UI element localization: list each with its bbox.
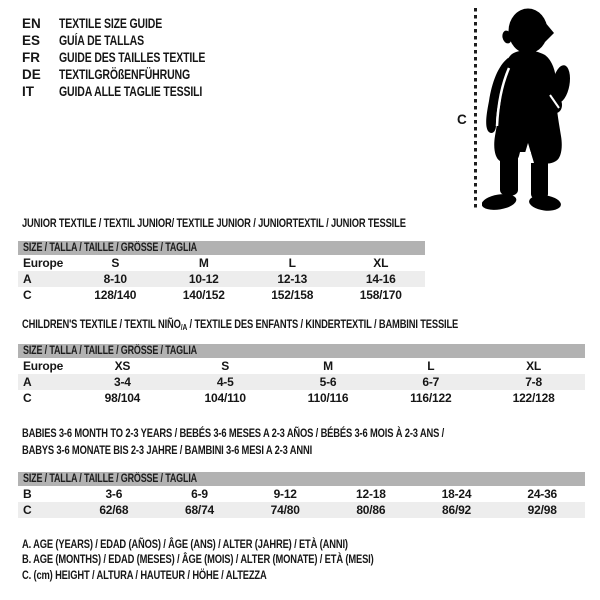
age-cell: 14-16 bbox=[365, 272, 396, 286]
months-cell: 24-36 bbox=[527, 487, 558, 501]
row-label: Europe bbox=[23, 359, 64, 373]
title-post: / TEXTILE DES ENFANTS / KINDERTEXTIL / BAMBINI TESSILE bbox=[187, 317, 459, 331]
lang-row-de bbox=[22, 66, 247, 83]
age-cell: 7-8 bbox=[525, 375, 542, 389]
lang-title: GUÍA DE TALLAS bbox=[59, 33, 144, 48]
height-cell: 104/110 bbox=[204, 391, 246, 405]
children-table-title-text bbox=[22, 317, 458, 331]
legend-line-c bbox=[22, 568, 336, 582]
height-cell: 140/152 bbox=[182, 288, 225, 302]
lang-code: DE bbox=[22, 67, 41, 82]
children-size-table bbox=[18, 344, 585, 406]
language-guide bbox=[22, 15, 247, 100]
size-cell: XL bbox=[526, 359, 542, 373]
age-cell: 8-10 bbox=[103, 272, 127, 286]
height-cell: 86/92 bbox=[442, 503, 472, 517]
height-dashed-line bbox=[474, 8, 477, 210]
height-cell: 152/158 bbox=[271, 288, 314, 302]
age-cell: 10-12 bbox=[188, 272, 219, 286]
babies-table-title-line2 bbox=[22, 443, 394, 457]
legend-text-c: C. (cm) HEIGHT / ALTURA / HAUTEUR / HÖHE / ALTEZZA bbox=[22, 568, 267, 582]
height-cell: 116/122 bbox=[410, 391, 452, 405]
table-row-age bbox=[18, 271, 425, 287]
table-row-height bbox=[18, 390, 585, 406]
height-cell: 68/74 bbox=[184, 503, 215, 517]
size-header-text: SIZE / TALLA / TAILLE / GRÖSSE / TAGLIA bbox=[23, 473, 197, 485]
months-cell: 3-6 bbox=[105, 487, 123, 501]
height-cell: 128/140 bbox=[94, 288, 137, 302]
lang-code: IT bbox=[22, 84, 34, 99]
legend-line-b bbox=[22, 552, 473, 566]
lang-title: GUIDA ALLE TAGLIE TESSILI bbox=[59, 84, 203, 99]
row-label: Europe bbox=[23, 256, 64, 270]
height-cell: 98/104 bbox=[104, 391, 141, 405]
size-cell: XS bbox=[114, 359, 131, 373]
age-cell: 12-13 bbox=[277, 272, 308, 286]
size-cell: M bbox=[198, 256, 209, 270]
babies-title-text-1: BABIES 3-6 MONTH TO 2-3 YEARS / BEBÉS 3-6 MESES A 2-3 AÑOS / BÉBÉS 3-6 MOIS À 2-3 ANS / bbox=[22, 426, 445, 440]
size-header-bar bbox=[18, 472, 585, 486]
lang-row-en bbox=[22, 15, 247, 32]
lang-code: ES bbox=[22, 33, 41, 48]
age-cell: 5-6 bbox=[319, 375, 337, 389]
junior-table-title-text: JUNIOR TEXTILE / TEXTIL JUNIOR/ TEXTILE JUNIOR / JUNIORTEXTIL / JUNIOR TESSILE bbox=[22, 216, 406, 230]
legend-line-a bbox=[22, 537, 440, 551]
babies-title-text-2: BABYS 3-6 MONATE BIS 2-3 JAHRE / BAMBINI 3-6 MESI A 2-3 ANNI bbox=[22, 443, 313, 457]
size-header-bar bbox=[18, 241, 425, 255]
size-cell: L bbox=[288, 256, 296, 270]
title-sub: /A bbox=[180, 322, 188, 332]
age-cell: 4-5 bbox=[216, 375, 234, 389]
baby-silhouette-icon bbox=[482, 6, 574, 212]
size-cell: M bbox=[323, 359, 333, 373]
months-cell: 9-12 bbox=[273, 487, 297, 501]
babies-size-table bbox=[18, 472, 585, 518]
junior-table-title bbox=[22, 216, 514, 230]
months-cell: 12-18 bbox=[356, 487, 386, 501]
months-cell: 6-9 bbox=[191, 487, 208, 501]
size-header-bar bbox=[18, 344, 585, 358]
title-pre: CHILDREN'S TEXTILE / TEXTIL NIÑO bbox=[22, 317, 181, 331]
age-cell: 6-7 bbox=[422, 375, 440, 389]
junior-size-table bbox=[18, 241, 425, 303]
lang-code: EN bbox=[22, 16, 41, 31]
months-cell: 18-24 bbox=[441, 487, 472, 501]
row-label: A bbox=[23, 375, 32, 389]
lang-row-it bbox=[22, 83, 247, 100]
children-table-title bbox=[22, 317, 581, 331]
size-cell: S bbox=[221, 359, 230, 373]
height-cell: 62/68 bbox=[99, 503, 129, 517]
height-cell: 74/80 bbox=[270, 503, 300, 517]
height-c-label: C bbox=[457, 112, 467, 127]
size-header-text: SIZE / TALLA / TAILLE / GRÖSSE / TAGLIA bbox=[23, 345, 197, 357]
lang-title: GUIDE DES TAILLES TEXTILE bbox=[59, 50, 206, 65]
row-label: B bbox=[23, 487, 32, 501]
table-row-europe bbox=[18, 358, 585, 374]
size-cell: S bbox=[111, 256, 120, 270]
row-label: A bbox=[23, 272, 32, 286]
legend-text-b: B. AGE (MONTHS) / EDAD (MESES) / ÂGE (MOIS) / ALTER (MONATE) / ETÀ (MESI) bbox=[22, 552, 374, 566]
height-cell: 92/98 bbox=[527, 503, 557, 517]
height-cell: 80/86 bbox=[356, 503, 386, 517]
table-row-height bbox=[18, 287, 425, 303]
height-cell: 110/116 bbox=[307, 391, 349, 405]
lang-row-fr bbox=[22, 49, 247, 66]
size-cell: XL bbox=[373, 256, 389, 270]
row-label: C bbox=[23, 288, 32, 302]
table-row-months bbox=[18, 486, 585, 502]
size-header-text: SIZE / TALLA / TAILLE / GRÖSSE / TAGLIA bbox=[23, 242, 197, 254]
lang-title: TEXTILE SIZE GUIDE bbox=[59, 16, 163, 31]
table-row-age bbox=[18, 374, 585, 390]
lang-code: FR bbox=[22, 50, 40, 65]
age-cell: 3-4 bbox=[114, 375, 131, 389]
lang-title: TEXTILGRÖßENFÜHRUNG bbox=[59, 67, 191, 82]
height-cell: 158/170 bbox=[359, 288, 402, 302]
babies-table-title-line1 bbox=[22, 426, 563, 440]
legend-text-a: A. AGE (YEARS) / EDAD (AÑOS) / ÂGE (ANS) / ALTER (JAHRE) / ETÀ (ANNI) bbox=[22, 537, 348, 551]
table-row-europe bbox=[18, 255, 425, 271]
row-label: C bbox=[23, 391, 32, 405]
row-label: C bbox=[23, 503, 32, 517]
height-cell: 122/128 bbox=[512, 391, 555, 405]
lang-row-es bbox=[22, 32, 247, 49]
size-cell: L bbox=[427, 359, 435, 373]
table-row-height bbox=[18, 502, 585, 518]
